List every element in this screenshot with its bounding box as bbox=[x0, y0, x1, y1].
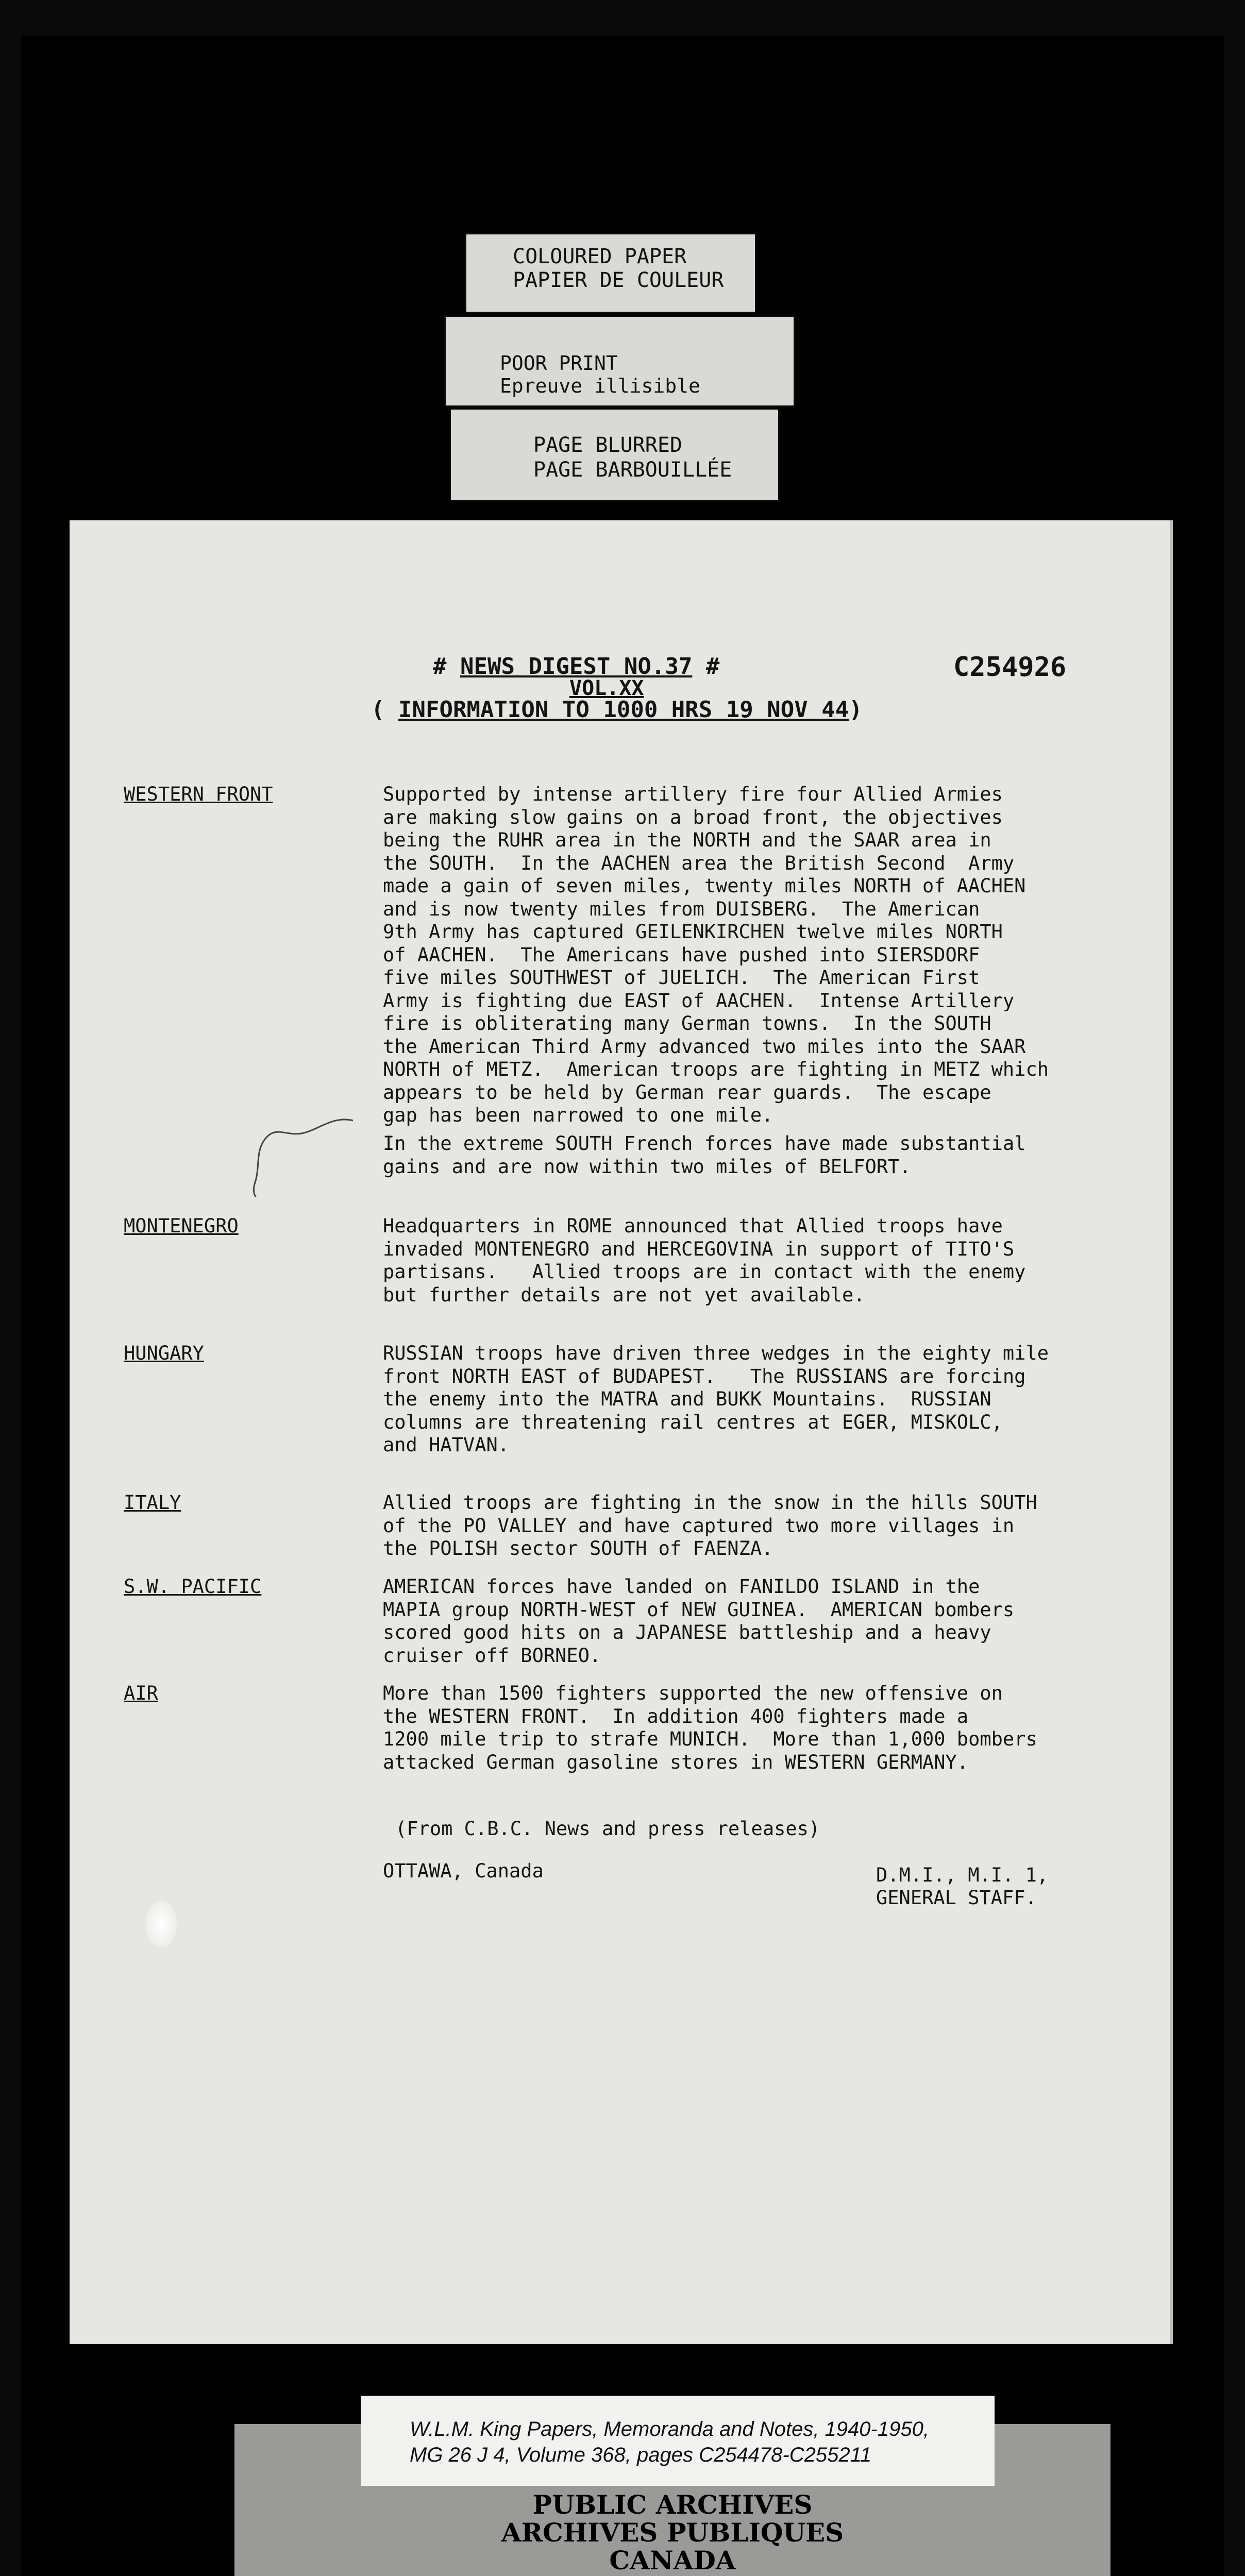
office-line-2: GENERAL STAFF. bbox=[876, 1887, 1037, 1909]
office-line-1: D.M.I., M.I. 1, bbox=[876, 1864, 1049, 1886]
citation-line-2: MG 26 J 4, Volume 368, pages C254478-C255211 bbox=[410, 2444, 872, 2466]
section-text-hungary: RUSSIAN troops have driven three wedges in the eighty mile front NORTH EAST of BUDAPEST. The RUSSIANS are forcing the enemy into the MATRA and BUKK Mountains. RUSSIAN columns are threatening rail centres at EGER, MISKOLC, and HATVAN. bbox=[383, 1342, 1049, 1456]
volume-label: VOL.XX bbox=[569, 676, 644, 700]
coloured-paper-en: COLOURED PAPER bbox=[513, 245, 687, 268]
poor-print-stamp bbox=[446, 317, 794, 405]
place-line: OTTAWA, Canada bbox=[383, 1860, 544, 1882]
section-text-sw-pacific: AMERICAN forces have landed on FANILDO ISLAND in the MAPIA group NORTH-WEST of NEW GUINEA. AMERICAN bombers scored good hits on a JAPANESE battleship and a heavy cruiser off BORNEO. bbox=[383, 1575, 1015, 1667]
paper-smudge bbox=[146, 1901, 177, 1947]
section-label-italy: ITALY bbox=[124, 1492, 181, 1514]
page-blurred-stamp bbox=[451, 410, 778, 500]
archive-line-2: ARCHIVES PUBLIQUES bbox=[501, 2517, 844, 2548]
page-blurred-fr: PAGE BARBOUILLÉE bbox=[533, 458, 732, 482]
source-note: (From C.B.C. News and press releases) bbox=[395, 1818, 820, 1840]
section-label-air: AIR bbox=[124, 1682, 158, 1704]
info-text: INFORMATION TO 1000 HRS 19 NOV 44 bbox=[398, 697, 849, 723]
archive-line-1: PUBLIC ARCHIVES bbox=[532, 2489, 813, 2520]
pencil-mark-icon bbox=[245, 1110, 358, 1198]
section-text-italy: Allied troops are fighting in the snow in the hills SOUTH of the PO VALLEY and have captured two more villages in the POLISH sector SOUTH of FAENZA. bbox=[383, 1492, 1037, 1560]
document-number: C254926 bbox=[953, 652, 1067, 683]
section-label-hungary: HUNGARY bbox=[124, 1342, 204, 1364]
coloured-paper-stamp bbox=[466, 234, 755, 312]
section-label-montenegro: MONTENEGRO bbox=[124, 1215, 239, 1237]
info-close: ) bbox=[849, 697, 863, 723]
coloured-paper-fr: PAPIER DE COULEUR bbox=[513, 268, 724, 292]
section-text-air: More than 1500 fighters supported the new offensive on the WESTERN FRONT. In addition 400 fighters made a 1200 mile trip to strafe MUNICH. More than 1,000 bombers attacked German gasoline stores in WESTERN GERMANY. bbox=[383, 1682, 1037, 1773]
section-label-western-front: WESTERN FRONT bbox=[124, 783, 273, 805]
page-blurred-en: PAGE BLURRED bbox=[533, 433, 682, 457]
citation-label bbox=[361, 2396, 995, 2486]
section-text-south-french: In the extreme SOUTH French forces have made substantial gains and are now within two miles of BELFORT. bbox=[383, 1132, 1026, 1178]
document-page bbox=[70, 520, 1173, 2344]
poor-print-en: POOR PRINT bbox=[500, 352, 618, 375]
archive-line-3: CANADA bbox=[609, 2545, 736, 2575]
section-text-montenegro: Headquarters in ROME announced that Allied troops have invaded MONTENEGRO and HERCEGOVINA in support of TITO'S partisans. Allied troops are in contact with the enemy but further details are not yet available. bbox=[383, 1215, 1026, 1306]
title-hash-right: # bbox=[705, 653, 720, 680]
citation-line-1: W.L.M. King Papers, Memoranda and Notes, 1940-1950, bbox=[410, 2418, 929, 2441]
digest-title: NEWS DIGEST NO.37 bbox=[460, 653, 693, 680]
info-open: ( bbox=[371, 697, 385, 723]
poor-print-fr: Epreuve illisible bbox=[500, 375, 700, 397]
title-hash-left: # bbox=[433, 653, 447, 680]
section-text-western-front: Supported by intense artillery fire four Allied Armies are making slow gains on a broad front, the objectives being the RUHR area in the NORTH and the SAAR area in the SOUTH. In the AACHEN area the British Second Army made a gain of seven miles, twenty miles NORTH of AACHEN and is now twenty miles from DUISBERG. The American 9th Army has captured GEILENKIRCHEN twelve miles NORTH of AACHEN. The Americans have pushed into SIERSDORF five miles SOUTHWEST of JUELICH. The American First Army is fighting due EAST of AACHEN. Intense Artillery fire is obliterating many German towns. In the SOUTH the American Third Army advanced two miles into the SAAR NORTH of METZ. American troops are fighting in METZ which appears to be held by German rear guards. The escape gap has been narrowed to one mile. bbox=[383, 783, 1049, 1126]
section-label-sw-pacific: S.W. PACIFIC bbox=[124, 1575, 262, 1598]
info-line bbox=[371, 697, 863, 723]
